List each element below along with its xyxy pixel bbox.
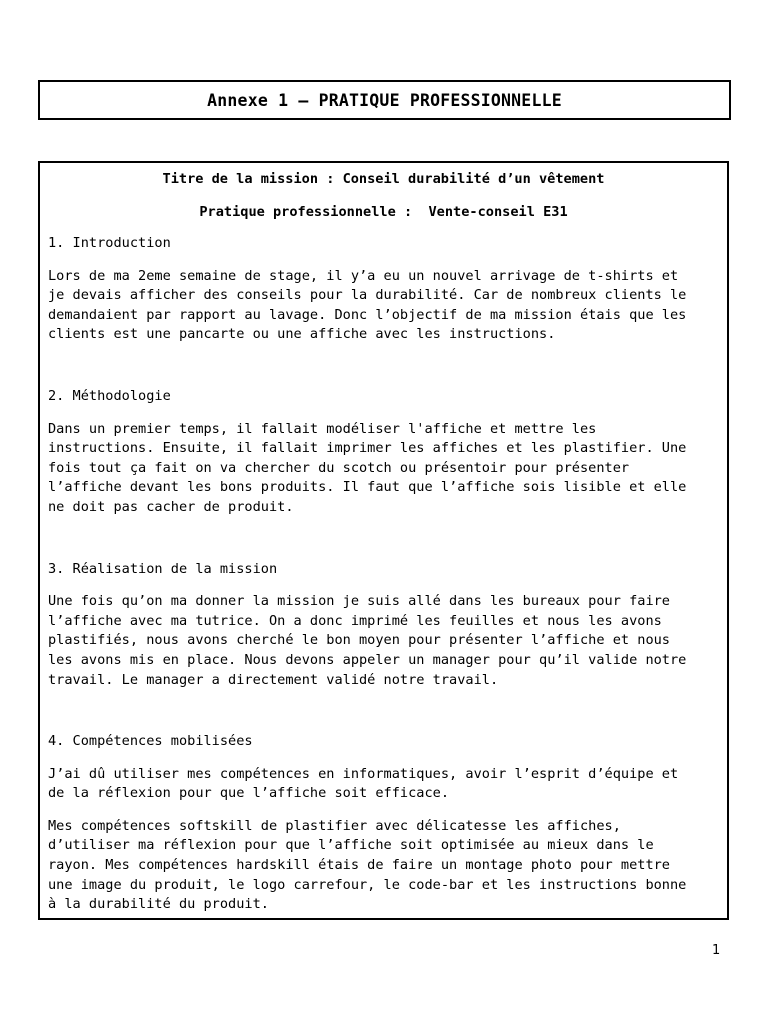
mission-title: Titre de la mission : Conseil durabilité d’un vêtement: [162, 171, 605, 187]
mission-box: [38, 161, 729, 920]
annex-title: Annexe 1 – PRATIQUE PROFESSIONNELLE: [207, 90, 562, 110]
competences-paragraph-2: Mes compétences softskill de plastifier avec délicatesse les affiches, d’utiliser ma réflexion pour que l’affiche soit optimisée au mieux dans le rayon. Mes compétences hardskill étais de faire un montage photo pour mettre une image du produit, le logo carrefour, le code-bar et les instructions bonne à la durabilité du produit.: [48, 817, 687, 913]
competences-paragraph-1: J’ai dû utiliser mes compétences en informatiques, avoir l’esprit d’équipe et de la réflexion pour que l’affiche soit efficace.: [48, 765, 679, 802]
annex-title-box: [38, 80, 731, 120]
section-heading-introduction: 1. Introduction: [48, 235, 171, 251]
section-heading-methodology: 2. Méthodologie: [48, 387, 171, 404]
realisation-paragraph: Une fois qu’on ma donner la mission je suis allé dans les bureaux pour faire l’affiche avec ma tutrice. On a donc imprimé les feuilles et nous les avons plastifiés, nous avons cherché le bon moyen pour présenter l’affiche et nous les avons mis en place. Nous devons appeler un manager pour qu’il valide notre travail. Le manager a directement validé notre travail.: [48, 593, 687, 688]
methodology-paragraph: Dans un premier temps, il fallait modéliser l'affiche et mettre les instructions. Ensuite, il fallait imprimer les affiches et les plastifier. Une fois tout ça fait on va chercher du scotch ou présentoir pour présenter l’affiche devant les bons produits. Il faut que l’affiche sois lisible et elle ne doit pas cacher de produit.: [48, 420, 687, 515]
page-number: 1: [712, 943, 721, 958]
introduction-paragraph: Lors de ma 2eme semaine de stage, il y’a eu un nouvel arrivage de t-shirts et je devais afficher des conseils pour la durabilité. Car de nombreux clients le demandaient par rapport au lavage. Donc l’objectif de ma mission étais que les clients est une pancarte ou une affiche avec les instructions.: [48, 267, 687, 343]
section-heading-realisation: 3. Réalisation de la mission: [48, 560, 278, 577]
section-heading-competences: 4. Compétences mobilisées: [48, 733, 253, 750]
practice-title: Pratique professionnelle : Vente-conseil E31: [199, 204, 568, 220]
